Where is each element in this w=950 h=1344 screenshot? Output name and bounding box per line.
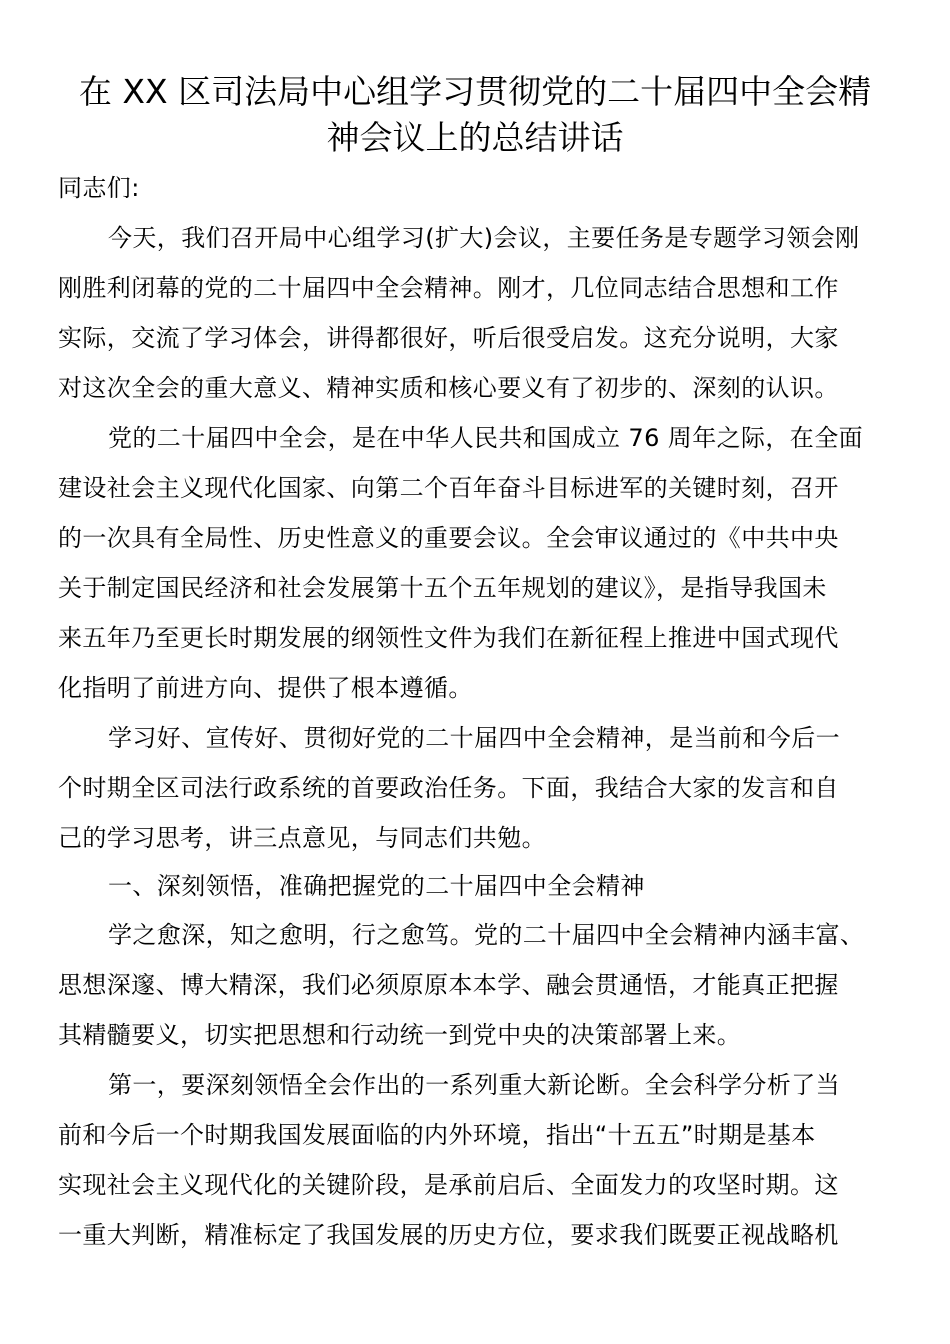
document-title-line-1: 在 XX 区司法局中心组学习贯彻党的二十届四中全会精	[78, 72, 872, 111]
paragraph-line: 个时期全区司法行政系统的首要政治任务。下面，我结合大家的发言和自	[58, 774, 839, 802]
paragraph-line: 建设社会主义现代化国家、向第二个百年奋斗目标进军的关键时刻，召开	[58, 474, 839, 502]
document-title-line-2: 神会议上的总结讲话	[326, 118, 624, 157]
paragraph-line: 实现社会主义现代化的关键阶段，是承前启后、全面发力的攻坚时期。这	[58, 1171, 839, 1199]
paragraph-line: 对这次全会的重大意义、精神实质和核心要义有了初步的、深刻的认识。	[58, 374, 839, 402]
paragraph-line: 学习好、宣传好、贯彻好党的二十届四中全会精神，是当前和今后一	[108, 724, 840, 752]
paragraph-line: 刚胜利闭幕的党的二十届四中全会精神。刚才，几位同志结合思想和工作	[58, 274, 839, 302]
paragraph-line: 其精髓要义，切实把思想和行动统一到党中央的决策部署上来。	[58, 1021, 742, 1049]
paragraph-line: 思想深邃、博大精深，我们必须原原本本学、融会贯通悟，才能真正把握	[58, 971, 839, 999]
salutation: 同志们:	[58, 174, 140, 202]
paragraph-line: 的一次具有全局性、历史性意义的重要会议。全会审议通过的《中共中央	[58, 524, 839, 552]
paragraph-line: 党的二十届四中全会，是在中华人民共和国成立 76 周年之际，在全面	[108, 424, 863, 452]
paragraph-line: 今天，我们召开局中心组学习(扩大)会议，主要任务是专题学习领会刚	[108, 224, 860, 252]
paragraph-line: 第一，要深刻领悟全会作出的一系列重大新论断。全会科学分析了当	[108, 1071, 840, 1099]
paragraph-line: 来五年乃至更长时期发展的纲领性文件为我们在新征程上推进中国式现代	[58, 624, 839, 652]
paragraph-line: 己的学习思考，讲三点意见，与同志们共勉。	[58, 824, 546, 852]
paragraph-line: 关于制定国民经济和社会发展第十五个五年规划的建议》，是指导我国未	[58, 574, 827, 602]
paragraph-line: 实际，交流了学习体会，讲得都很好，听后很受启发。这充分说明，大家	[58, 324, 839, 352]
section-heading-1: 一、深刻领悟，准确把握党的二十届四中全会精神	[108, 872, 645, 900]
paragraph-line: 化指明了前进方向、提供了根本遵循。	[58, 674, 473, 702]
paragraph-line: 前和今后一个时期我国发展面临的内外环境，指出“十五五”时期是基本	[58, 1121, 816, 1149]
paragraph-line: 学之愈深，知之愈明，行之愈笃。党的二十届四中全会精神内涵丰富、	[108, 921, 865, 949]
paragraph-line: 一重大判断，精准标定了我国发展的历史方位，要求我们既要正视战略机	[58, 1221, 839, 1249]
